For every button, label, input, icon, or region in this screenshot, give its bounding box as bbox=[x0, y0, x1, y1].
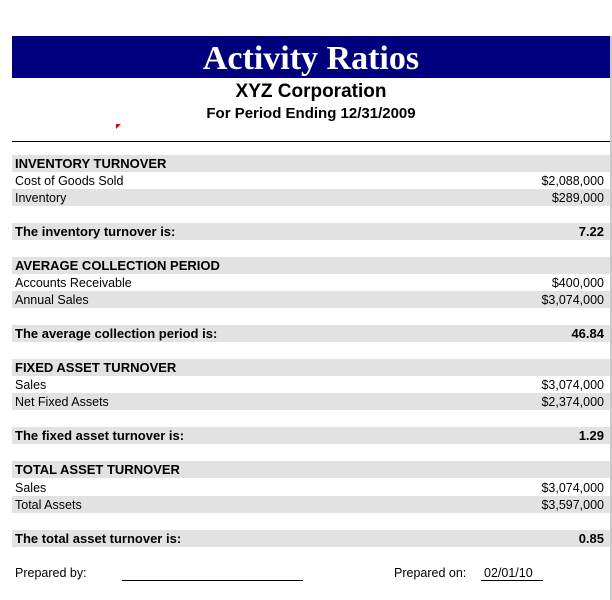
section-heading-label: FIXED ASSET TURNOVER bbox=[15, 360, 177, 375]
result-row bbox=[12, 223, 610, 240]
row-value: $2,374,000 bbox=[541, 394, 604, 409]
prepared-on-label: Prepared on: bbox=[394, 566, 467, 580]
result-label: The total asset turnover is: bbox=[15, 531, 182, 546]
result-value: 0.85 bbox=[578, 531, 604, 546]
section-heading-label: TOTAL ASSET TURNOVER bbox=[15, 462, 180, 477]
period-label: For Period Ending 12/31/2009 bbox=[206, 105, 416, 122]
row-label: Accounts Receivable bbox=[15, 275, 132, 290]
section-heading bbox=[12, 155, 610, 172]
section-heading bbox=[12, 359, 610, 376]
row-value: $3,074,000 bbox=[541, 377, 604, 392]
comment-indicator-icon[interactable] bbox=[116, 124, 121, 129]
row-value: $3,597,000 bbox=[541, 497, 604, 512]
result-value: 1.29 bbox=[578, 428, 604, 443]
row-value: $3,074,000 bbox=[541, 480, 604, 495]
row-value: $3,074,000 bbox=[541, 292, 604, 307]
row-value: $400,000 bbox=[551, 275, 604, 290]
company-name: XYZ Corporation bbox=[235, 81, 387, 102]
result-row bbox=[12, 325, 610, 342]
row-label: Annual Sales bbox=[15, 292, 89, 307]
row-value: $289,000 bbox=[551, 190, 604, 205]
table-row bbox=[12, 291, 610, 308]
table-row bbox=[12, 496, 610, 513]
table-row bbox=[12, 376, 610, 393]
row-label: Cost of Goods Sold bbox=[15, 173, 124, 188]
table-row bbox=[12, 274, 610, 291]
table-row bbox=[12, 189, 610, 206]
prepared-on-value[interactable]: 02/01/10 bbox=[484, 566, 533, 580]
title-banner bbox=[12, 36, 610, 78]
result-row bbox=[12, 427, 610, 444]
section-heading bbox=[12, 257, 610, 274]
table-row bbox=[12, 393, 610, 410]
row-label: Total Assets bbox=[15, 497, 82, 512]
header-divider bbox=[12, 141, 610, 142]
result-label: The fixed asset turnover is: bbox=[15, 428, 185, 443]
section-heading-label: INVENTORY TURNOVER bbox=[15, 156, 167, 171]
row-value: $2,088,000 bbox=[541, 173, 604, 188]
table-row bbox=[12, 479, 610, 496]
result-value: 46.84 bbox=[571, 326, 604, 341]
result-value: 7.22 bbox=[578, 224, 604, 239]
row-label: Sales bbox=[15, 377, 47, 392]
row-label: Inventory bbox=[15, 190, 67, 205]
section-heading bbox=[12, 461, 610, 478]
section-heading-label: AVERAGE COLLECTION PERIOD bbox=[15, 258, 220, 273]
row-label: Net Fixed Assets bbox=[15, 394, 109, 409]
prepared-on-line bbox=[481, 580, 543, 581]
prepared-by-line bbox=[122, 580, 303, 581]
result-row bbox=[12, 530, 610, 547]
table-row bbox=[12, 172, 610, 189]
result-label: The average collection period is: bbox=[15, 326, 218, 341]
prepared-by-label: Prepared by: bbox=[15, 566, 87, 580]
page-title: Activity Ratios bbox=[202, 40, 420, 77]
result-label: The inventory turnover is: bbox=[15, 224, 176, 239]
row-label: Sales bbox=[15, 480, 47, 495]
